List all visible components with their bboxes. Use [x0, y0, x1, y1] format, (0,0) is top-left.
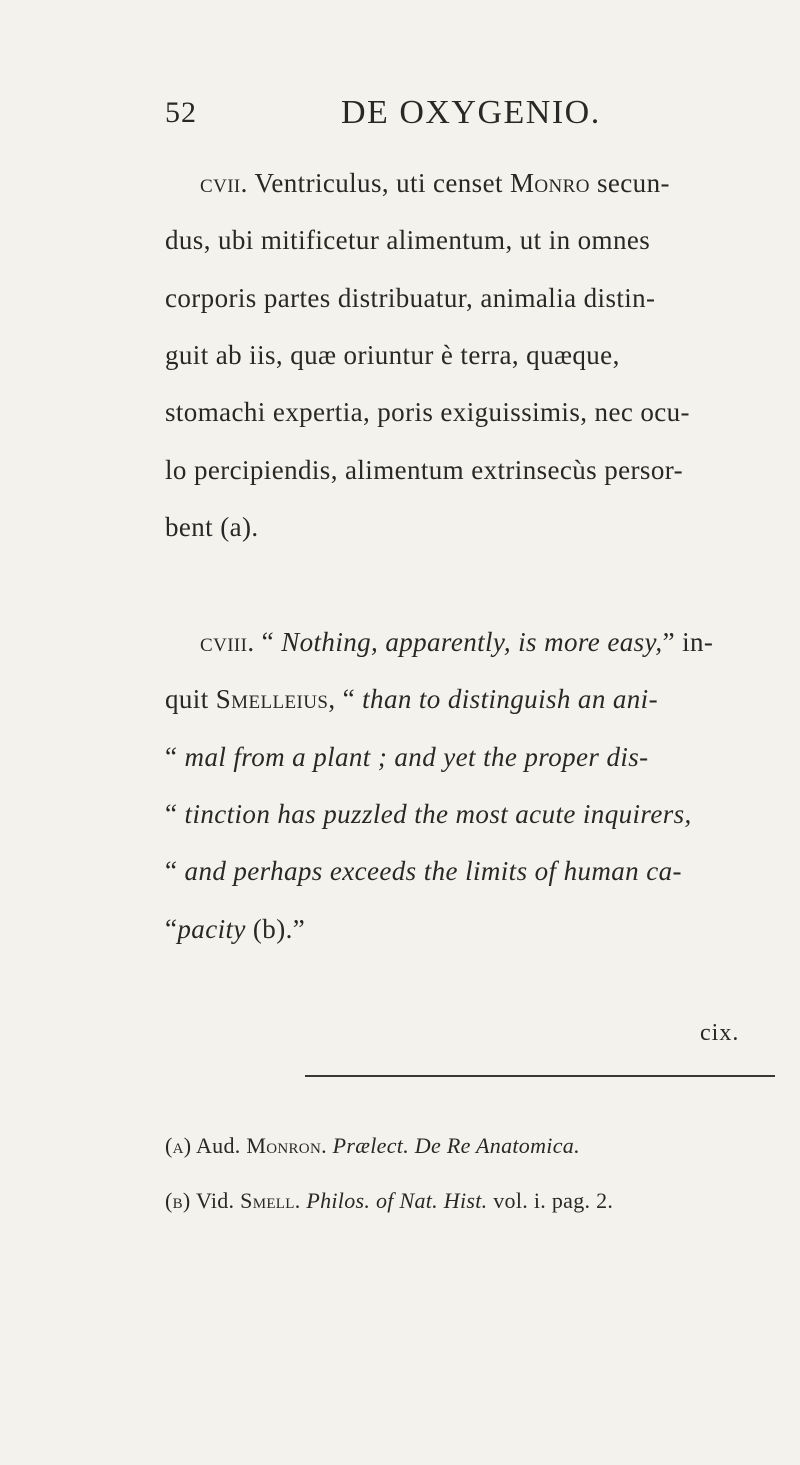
page-number: 52 [165, 96, 197, 129]
paragraph-cvii-line-6: lo percipiendis, alimentum extrinsecùs persor- [165, 455, 683, 485]
paragraph-cviii-line-6: “pacity (b).” [165, 914, 306, 944]
paragraph-cvii-line-2: dus, ubi mitificetur alimentum, ut in omnes [165, 225, 651, 255]
paragraph-cvii-line-5: stomachi expertia, poris exiguissimis, nec ocu- [165, 397, 690, 427]
paragraph-cvii-line-7: bent (a). [165, 512, 259, 542]
footnote-b: (b) Vid. Smell. Philos. of Nat. Hist. vol. i. pag. 2. [165, 1188, 614, 1213]
paragraph-cvii-line-1: cvii. Ventriculus, uti censet Monro secun- [200, 168, 670, 198]
paragraph-cvii-line-4: guit ab iis, quæ oriuntur è terra, quæque, [165, 340, 620, 370]
section-number: cviii. [200, 627, 255, 657]
paragraph-cviii-line-1: cviii. “ Nothing, apparently, is more easy,” in- [200, 627, 714, 657]
footnote-a: (a) Aud. Monron. Prælect. De Re Anatomica. [165, 1133, 580, 1158]
footnote-rule [305, 1075, 775, 1077]
catchword: cix. [700, 1020, 740, 1046]
section-number: cvii. [200, 168, 248, 198]
footnote-marker: (b) [165, 1188, 191, 1213]
running-title: DE OXYGENIO. [341, 94, 601, 131]
author-name: Smelleius, [215, 684, 336, 714]
paragraph-cviii-line-4: “ tinction has puzzled the most acute inquirers, [165, 799, 692, 829]
author-name: Monro [510, 168, 590, 198]
paragraph-cviii-line-2: quit Smelleius, “ than to distinguish an ani- [165, 684, 658, 714]
paragraph-cvii-line-3: corporis partes distribuatur, animalia distin- [165, 283, 656, 313]
paragraph-cviii-line-5: “ and perhaps exceeds the limits of human ca- [165, 856, 682, 886]
footnote-marker: (a) [165, 1133, 192, 1158]
paragraph-cviii-line-3: “ mal from a plant ; and yet the proper dis- [165, 742, 649, 772]
